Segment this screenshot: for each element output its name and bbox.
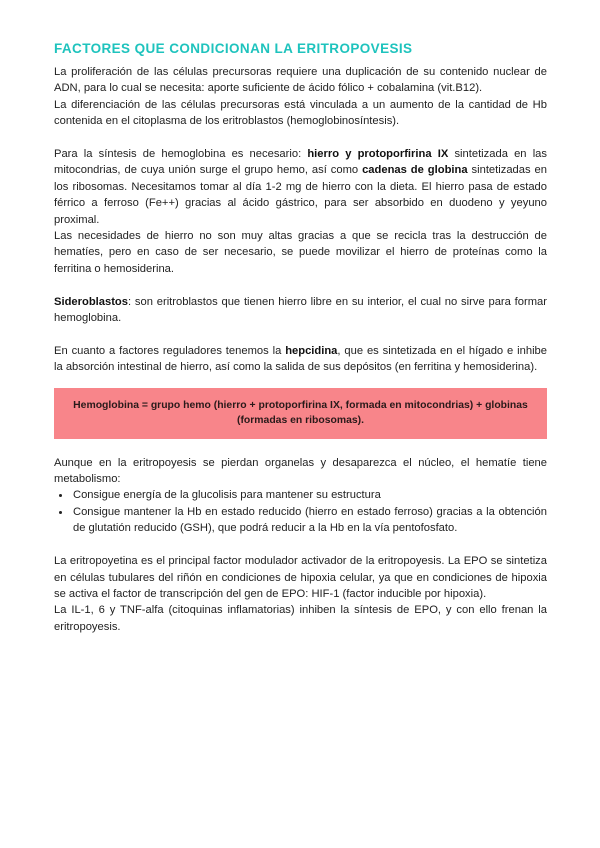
paragraph-iron-needs: Las necesidades de hierro no son muy altas gracias a que se recicla tras la destrucción de hematíes, pero en caso de ser necesario, se puede movilizar el hierro de proteínas como la ferritina o hemosiderina. (54, 230, 547, 275)
paragraph-differentiation: La diferenciación de las células precursoras está vinculada a un aumento de la cantidad de Hb contenida en el citoplasma de los eritroblastos (hemoglobinosíntesis). (54, 98, 547, 128)
bold-iron-protoporphyrin: hierro y protoporfirina IX (307, 148, 449, 161)
bold-hepcidin: hepcidina (285, 344, 338, 357)
paragraph-sideroblasts: Sideroblastos: son eritroblastos que tienen hierro libre en su interior, el cual no sirve para formar hemoglobina. (54, 295, 547, 325)
metabolism-list (54, 487, 547, 536)
document-page (54, 40, 547, 635)
page-title: FACTORES QUE CONDICIONAN LA ERITROPOVESIS (54, 41, 413, 56)
list-item: • Consigue energía de la glucolisis para mantener su estructura (71, 487, 547, 503)
paragraph-hemoglobin-synthesis: Para la síntesis de hemoglobina es necesario: hierro y protoporfirina IX sintetizada en las mitocondrias, de cuya unión surge el grupo hemo, así como cadenas de globina sintetizadas en los ribosomas. Necesitamos tomar al día 1-2 mg de hierro con la dieta. El hierro pasa de estado férrico a ferroso (Fe++) gracias al ácido gástrico, para ser absorbido en duodeno y yeyuno proximal. (54, 148, 547, 226)
highlight-box: Hemoglobina = grupo hemo (hierro + protoporfirina IX, formada en mitocondrias) + globinas (formadas en ribosomas). (54, 388, 547, 439)
bold-globin-chains: cadenas de globina (362, 164, 468, 177)
list-item: • Consigue mantener la Hb en estado reducido (hierro en estado ferroso) gracias a la obtención de glutatión reducido (GSH), que podrá reducir a la Hb en la vía pentofosfato. (71, 504, 547, 537)
bold-sideroblasts: Sideroblastos (54, 295, 128, 308)
paragraph-cytokines: La IL-1, 6 y TNF-alfa (citoquinas inflamatorias) inhiben la síntesis de EPO, y con ello frenan la eritropoyesis. (54, 604, 547, 633)
paragraph-metabolism: Aunque en la eritropoyesis se pierdan organelas y desaparezca el núcleo, el hematíe tiene metabolismo: (54, 456, 547, 486)
paragraph-erythropoietin: La eritropoyetina es el principal factor modulador activador de la eritropoyesis. La EPO se sintetiza en células tubulares del riñón en condiciones de hipoxia celular, ya que en condiciones de hipoxia se activa el factor de transcripción del gen de EPO: HIF-1 (factor inducible por hipoxia). (54, 555, 547, 600)
paragraph-hepcidin: En cuanto a factores reguladores tenemos la hepcidina, que es sintetizada en el hígado e inhibe la absorción intestinal de hierro, así como la salida de sus depósitos (en ferritina y hemosiderina). (54, 344, 547, 374)
paragraph-proliferation: La proliferación de las células precursoras requiere una duplicación de su contenido nuclear de ADN, para lo cual se necesita: aporte suficiente de ácido fólico + cobalamina (vit.B12). (54, 66, 547, 95)
